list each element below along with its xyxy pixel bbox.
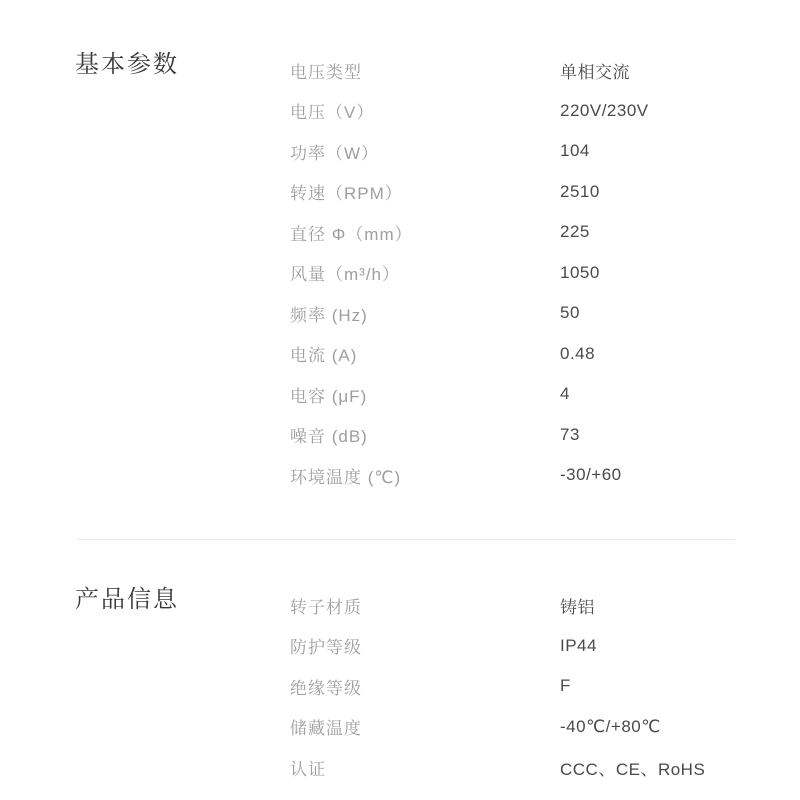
spec-row [290,415,649,456]
spec-row [290,707,705,748]
spec-label: 电压（V） [290,103,375,123]
section-title-basic-parameters: 基本参数 [75,51,179,78]
spec-label: 风量（m³/h） [290,265,400,285]
spec-label: 转子材质 [290,597,362,617]
section-product-info [75,585,735,788]
section-basic-parameters [75,50,735,496]
spec-value: 73 [560,424,580,444]
spec-row [290,585,705,626]
spec-value: 225 [560,222,590,242]
spec-value: CCC、CE、RoHS [560,759,706,779]
spec-row [290,374,649,415]
spec-row [290,172,649,213]
spec-row [290,334,649,375]
spec-value: -30/+60 [560,465,622,485]
spec-value: 1050 [560,262,600,282]
spec-row [290,50,649,91]
spec-value: IP44 [560,635,597,655]
spec-value: 2510 [560,181,600,201]
spec-row [290,212,649,253]
spec-rows [290,50,649,496]
spec-value: 单相交流 [560,62,630,82]
spec-label: 环境温度 (℃) [290,467,402,487]
spec-value: 4 [560,384,570,404]
section-divider [77,539,735,540]
spec-value: 220V/230V [560,100,649,120]
spec-label: 电压类型 [290,62,362,82]
spec-label: 绝缘等级 [290,678,362,698]
spec-label: 直径 Φ（mm） [290,224,413,244]
spec-label: 储藏温度 [290,719,362,739]
spec-label: 防护等级 [290,638,362,658]
spec-row [290,666,705,707]
spec-value: 50 [560,303,580,323]
spec-rows [290,585,705,788]
spec-label: 转速（RPM） [290,184,403,204]
spec-row [290,91,649,132]
spec-value: 铸铝 [560,597,595,617]
spec-label: 功率（W） [290,143,380,163]
spec-row [290,131,649,172]
spec-label: 认证 [290,759,326,779]
spec-label: 频率 (Hz) [290,305,368,325]
section-title-product-info: 产品信息 [75,586,179,613]
spec-row [290,747,705,788]
spec-value: -40℃/+80℃ [560,716,661,736]
spec-label: 噪音 (dB) [290,427,368,447]
spec-label: 电容 (μF) [290,386,368,406]
spec-row [290,455,649,496]
spec-row [290,253,649,294]
spec-value: 0.48 [560,343,596,363]
spec-value: 104 [560,141,590,161]
spec-row [290,293,649,334]
spec-label: 电流 (A) [290,346,358,366]
spec-value: F [560,676,571,696]
spec-row [290,626,705,667]
